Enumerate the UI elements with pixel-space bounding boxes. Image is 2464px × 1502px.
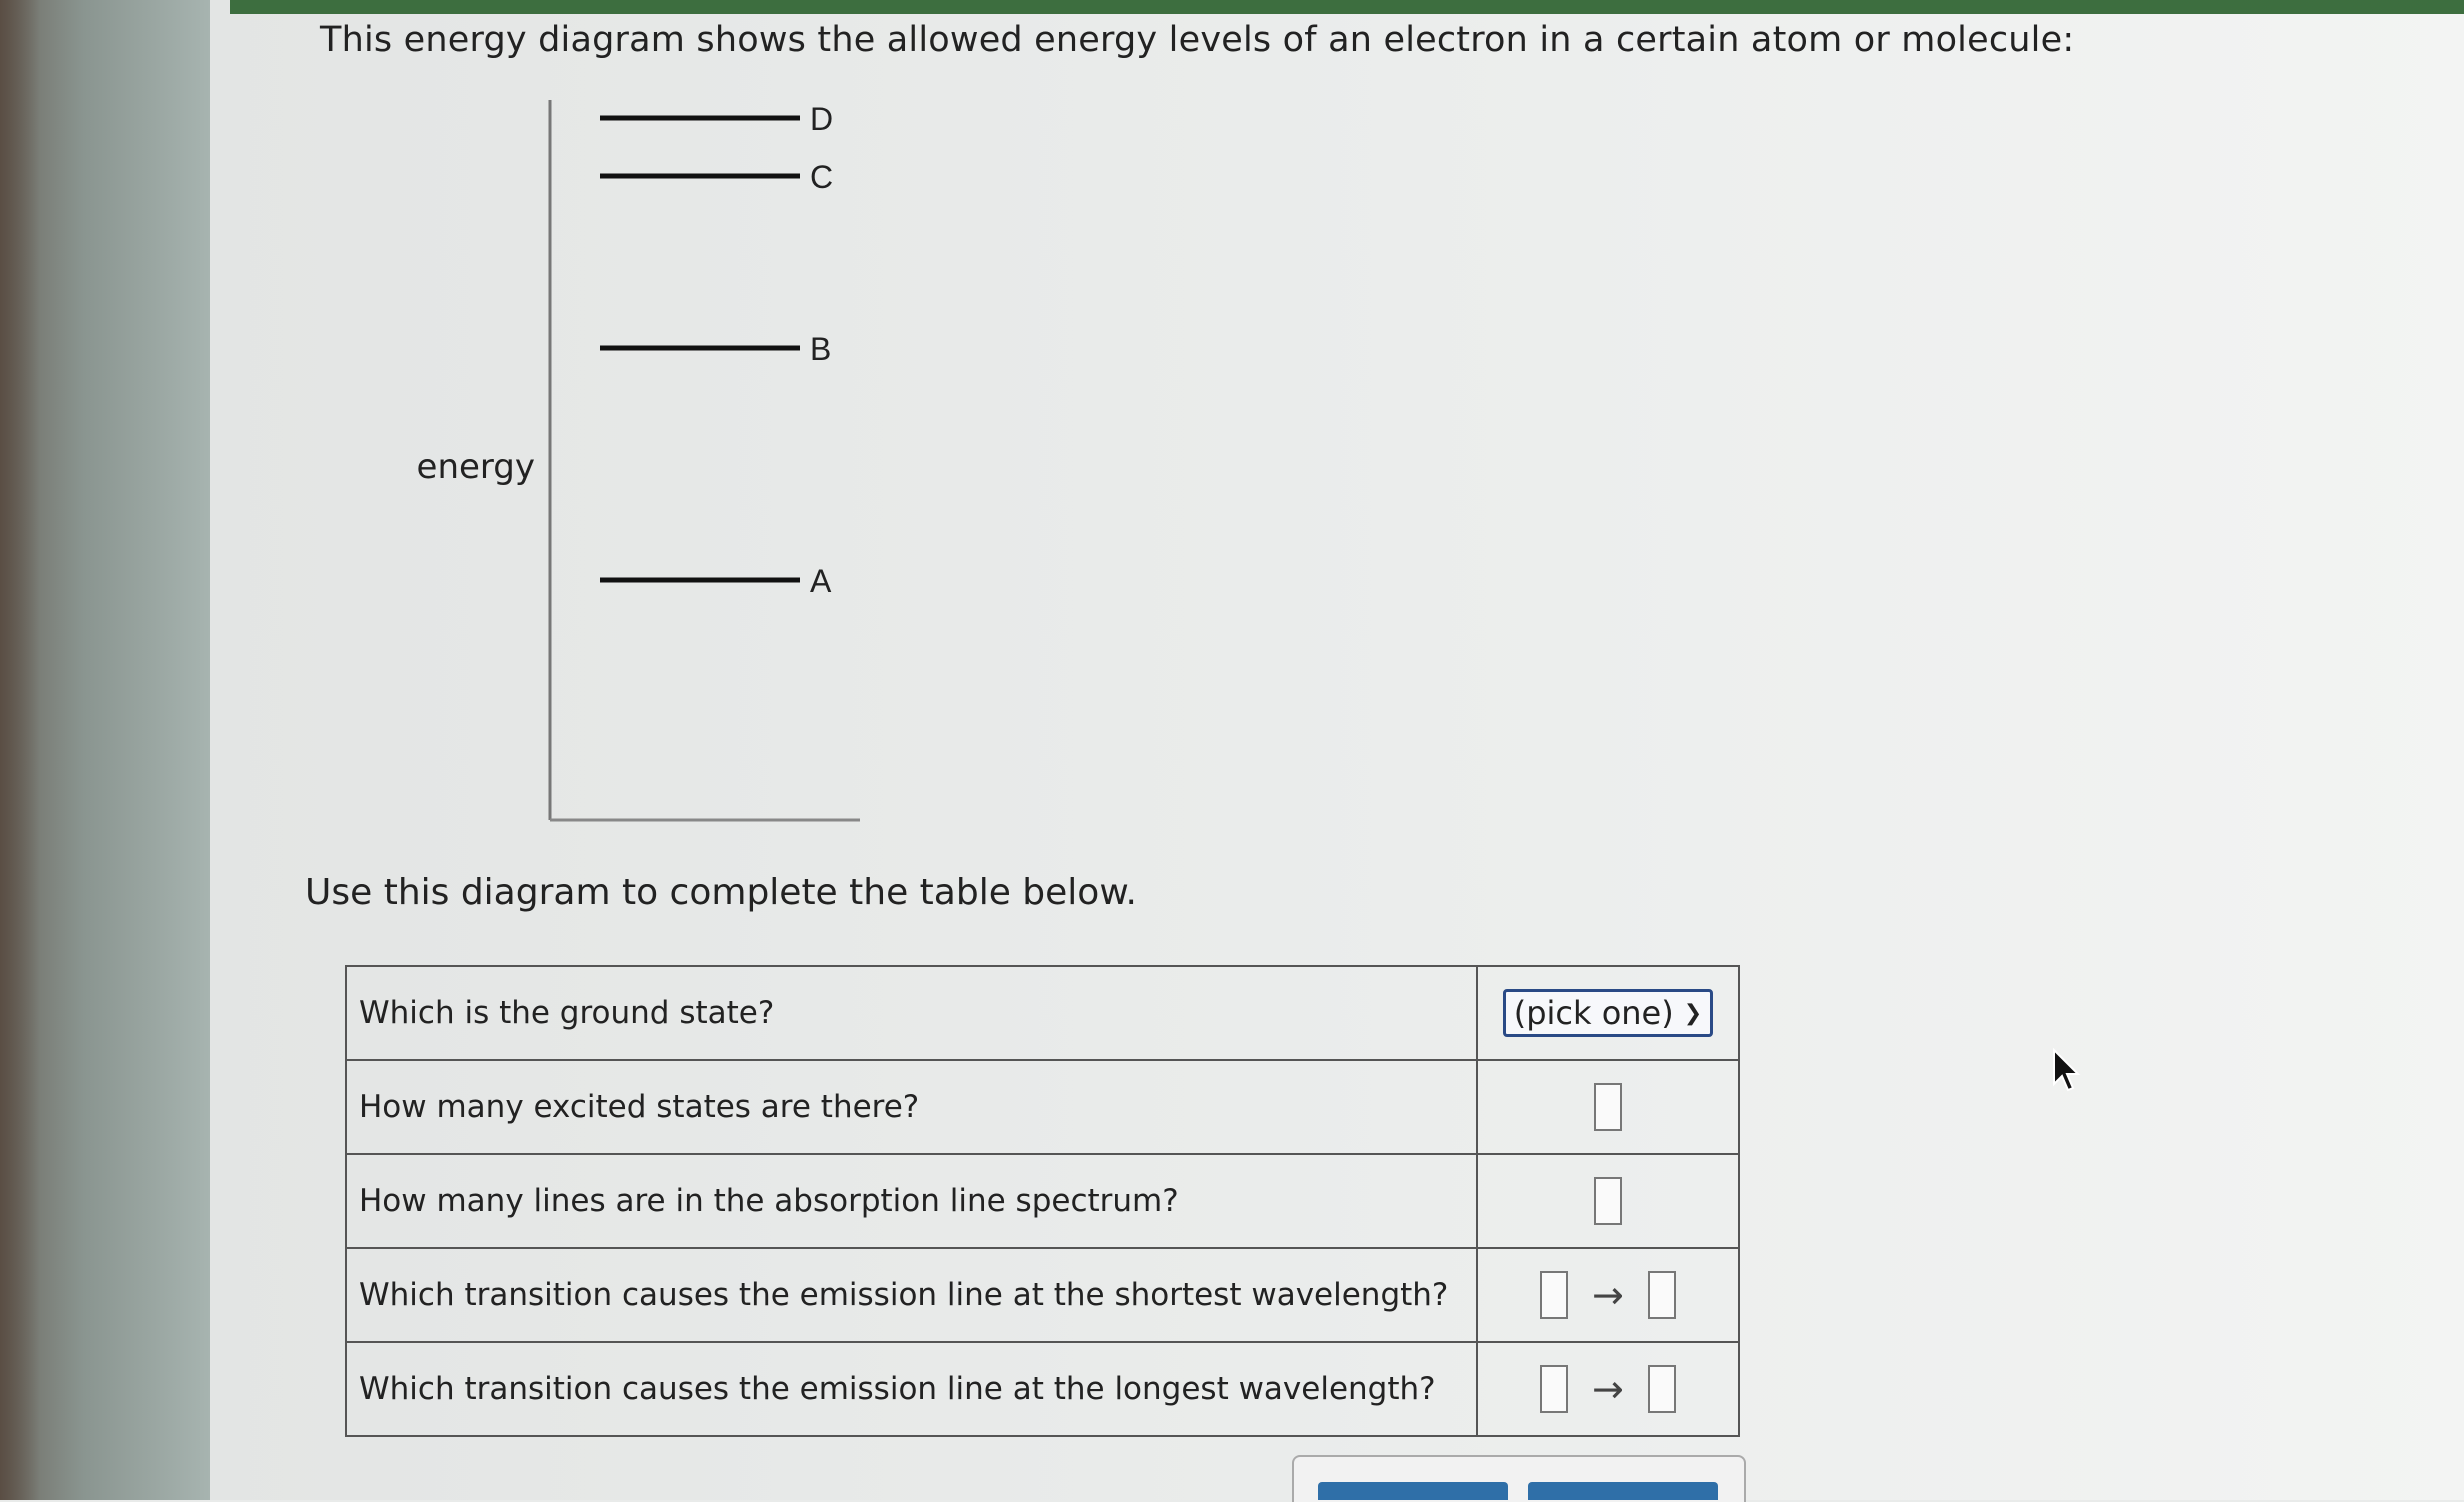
instructions-text: Use this diagram to complete the table below. [305, 872, 1137, 913]
chevron-down-icon: ❯ [1683, 1000, 1703, 1026]
header-bar [230, 0, 2464, 14]
table-row [346, 1248, 1739, 1342]
absorption-lines-input[interactable] [1594, 1177, 1622, 1225]
action-button[interactable] [1528, 1482, 1718, 1500]
action-button[interactable] [1318, 1482, 1508, 1500]
table-row [346, 966, 1739, 1060]
shortest-to-input[interactable] [1648, 1271, 1676, 1319]
question-longest-wavelength: Which transition causes the emission line at the longest wavelength? [346, 1342, 1477, 1436]
question-title: This energy diagram shows the allowed energy levels of an electron in a certain atom or molecule: [320, 20, 2075, 60]
arrow-right-icon: → [1592, 1273, 1624, 1317]
select-value: (pick one) [1513, 994, 1674, 1032]
question-excited-states: How many excited states are there? [346, 1060, 1477, 1154]
answer-cell [1477, 966, 1739, 1060]
level-label-b: B [810, 331, 832, 367]
table-row [346, 1154, 1739, 1248]
energy-level-diagram [400, 90, 920, 830]
bezel-shadow [0, 0, 40, 1500]
level-label-a: A [810, 563, 832, 599]
question-absorption-lines: How many lines are in the absorption line spectrum? [346, 1154, 1477, 1248]
level-label-c: C [810, 159, 834, 195]
table-row [346, 1060, 1739, 1154]
excited-states-input[interactable] [1594, 1083, 1622, 1131]
answer-table [345, 965, 1740, 1437]
longest-from-input[interactable] [1540, 1365, 1568, 1413]
ground-state-select[interactable] [1503, 989, 1713, 1037]
question-ground-state: Which is the ground state? [346, 966, 1477, 1060]
arrow-right-icon: → [1592, 1367, 1624, 1411]
answer-cell [1477, 1248, 1739, 1342]
longest-to-input[interactable] [1648, 1365, 1676, 1413]
axis-label-energy: energy [416, 447, 535, 487]
answer-cell [1477, 1154, 1739, 1248]
table-row [346, 1342, 1739, 1436]
answer-cell [1477, 1342, 1739, 1436]
level-label-d: D [810, 101, 834, 137]
answer-cell [1477, 1060, 1739, 1154]
shortest-from-input[interactable] [1540, 1271, 1568, 1319]
question-shortest-wavelength: Which transition causes the emission line at the shortest wavelength? [346, 1248, 1477, 1342]
mouse-cursor-icon [2052, 1048, 2082, 1094]
